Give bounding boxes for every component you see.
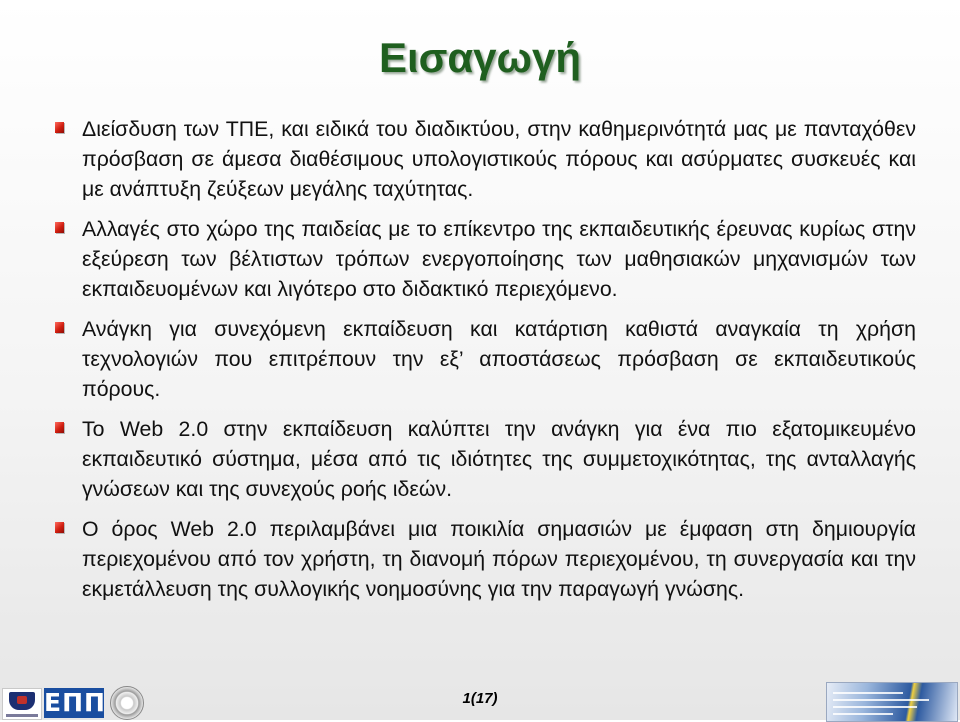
- university-of-piraeus-logo: [2, 688, 42, 720]
- banner-text-line: [833, 692, 903, 694]
- slide-title: Εισαγωγή: [378, 34, 582, 81]
- bullet-text: Ο όρος Web 2.0 περιλαμβάνει μια ποικιλία σημασιών με έμφαση στη δημιουργία περιεχομένου από τον χρήστη, τη διανομή πόρων περιεχομένου, τη συνεργασία και την εκμετάλλευση της συλλογικής νοημοσύνης για την παραγωγή γνώσης.: [82, 517, 916, 601]
- conference-banner-logo: [826, 682, 958, 722]
- bullet-square-icon: [55, 122, 64, 133]
- bullet-text: Ανάγκη για συνεχόμενη εκπαίδευση και κατάρτιση καθιστά αναγκαία τη χρήση τεχνολογιών που επιτρέπουν την εξ’ αποστάσεως πρόσβαση σε εκπαιδευτικούς πόρους.: [82, 317, 916, 401]
- bullet-item: [52, 514, 916, 604]
- bullet-text: Το Web 2.0 στην εκπαίδευση καλύπτει την ανάγκη για ένα πιο εξατομικευμένο εκπαιδευτικό σύστημα, μέσα από τις ιδιότητες της συμμετοχικότητας, της ανταλλαγής γνώσεων και της συνεχούς ροής ιδεών.: [82, 417, 916, 501]
- banner-text-line: [833, 713, 893, 715]
- bullet-item: [52, 214, 916, 304]
- page-number: 1(17): [462, 690, 498, 707]
- banner-text-line: [833, 706, 917, 708]
- bullet-square-icon: [55, 322, 64, 333]
- bullet-text: Διείσδυση των ΤΠΕ, και ειδικά του διαδικτύου, στην καθημερινότητά μας με πανταχόθεν πρόσβαση σε άμεσα διαθέσιμους υπολογιστικούς πόρους και ασύρματες συσκευές και με ανάπτυξη ζεύξεων μεγάλης ταχύτητας.: [82, 117, 916, 201]
- bullet-item: [52, 414, 916, 504]
- slide-footer: [0, 684, 960, 720]
- bullet-text: Αλλαγές στο χώρο της παιδείας με το επίκεντρο της εκπαιδευτικής έρευνας κυρίως στην εξεύρεση των βέλτιστων τρόπων ενεργοποίησης των μαθησιακών μηχανισμών των εκπαιδευομένων και λιγότερο στο διδακτικό περιεχόμενο.: [82, 217, 916, 301]
- banner-text-line: [833, 699, 929, 701]
- bullet-list: [52, 114, 916, 614]
- bullet-item: [52, 314, 916, 404]
- university-shield-icon: [9, 692, 35, 710]
- bullet-square-icon: [55, 522, 64, 533]
- logo-caption-strip: [6, 714, 38, 717]
- eptu-logo: ΕΠΠ: [44, 688, 106, 717]
- bullet-item: [52, 114, 916, 204]
- bullet-square-icon: [55, 222, 64, 233]
- bullet-square-icon: [55, 422, 64, 433]
- institution-seal-logo: [110, 686, 144, 720]
